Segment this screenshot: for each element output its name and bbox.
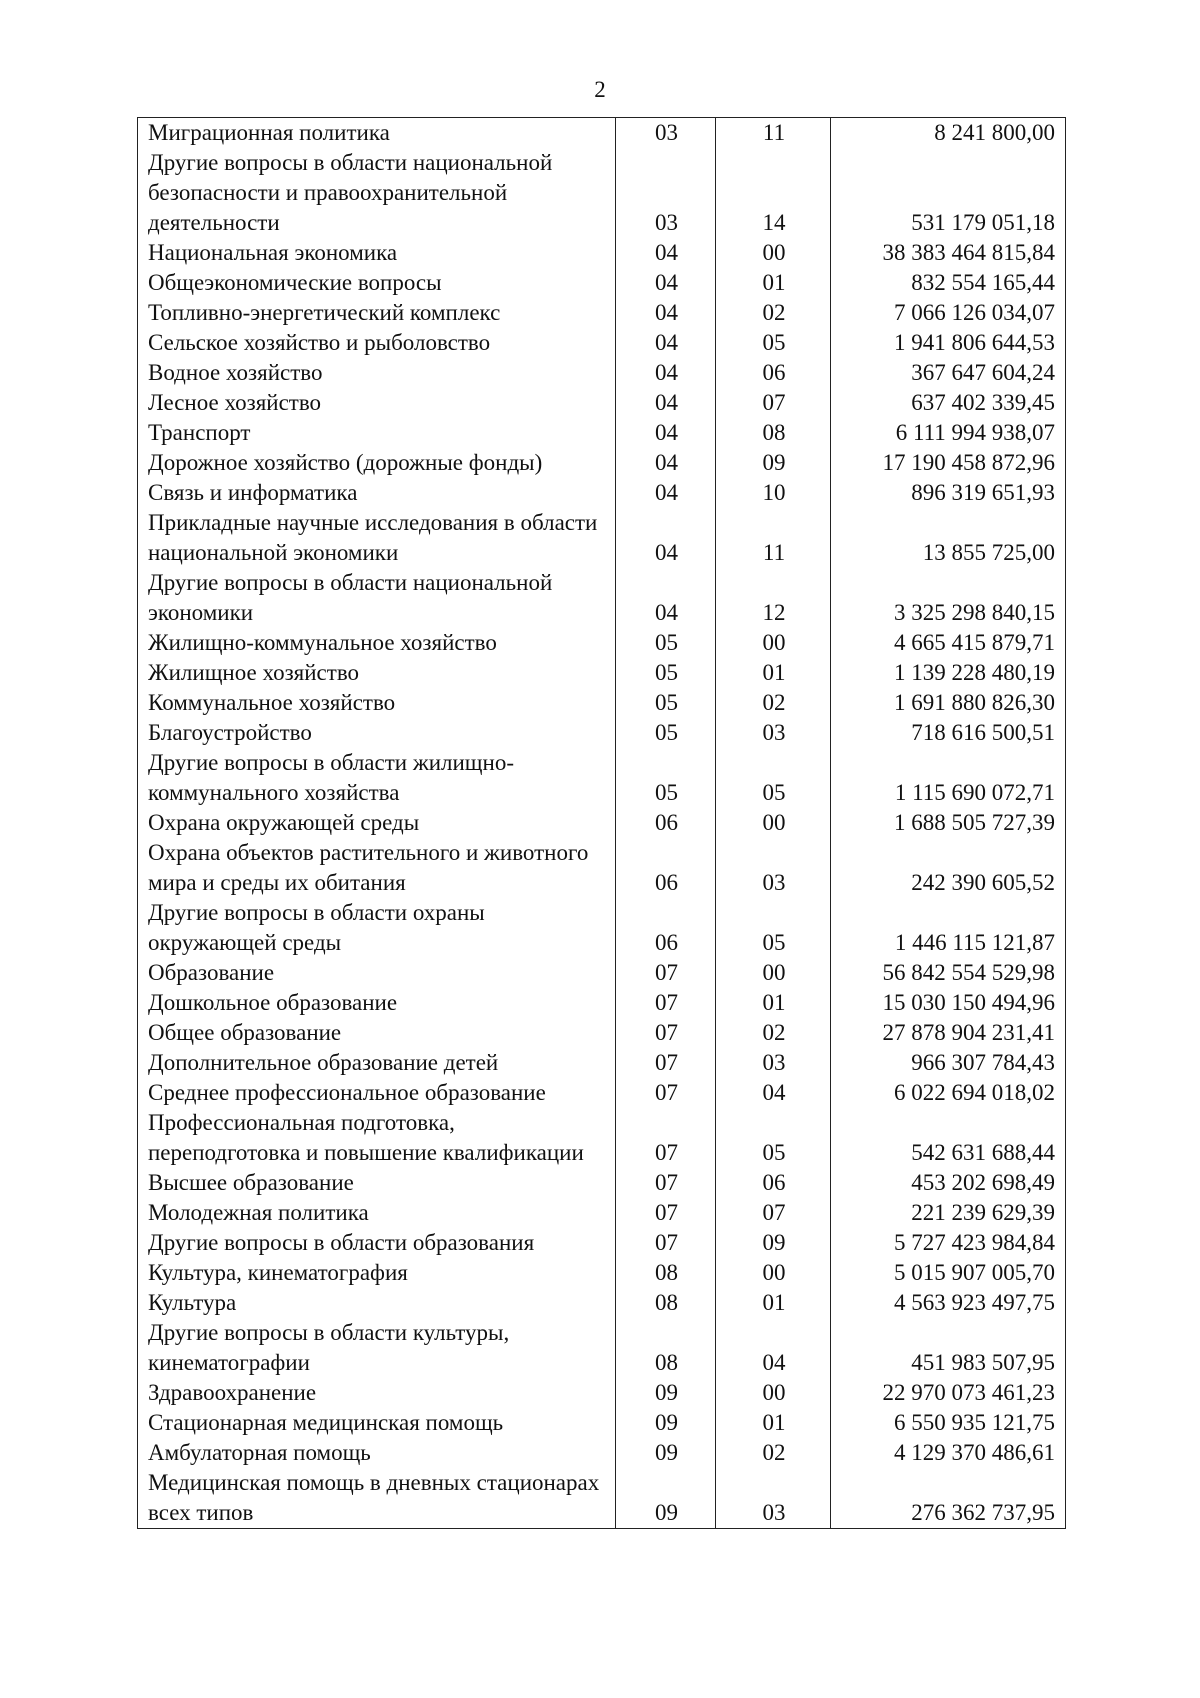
row-amount: 966 307 784,43 (831, 1048, 1066, 1078)
table-row (138, 1168, 1066, 1198)
table-row (138, 688, 1066, 718)
row-subsection-code: 00 (716, 238, 831, 268)
row-amount: 542 631 688,44 (831, 1108, 1066, 1168)
row-name: Медицинская помощь в дневных стационарах всех типов (138, 1468, 616, 1529)
table-row (138, 478, 1066, 508)
row-amount: 8 241 800,00 (831, 118, 1066, 149)
table-row (138, 238, 1066, 268)
row-name: Другие вопросы в области культуры, кинематографии (138, 1318, 616, 1378)
row-subsection-code: 07 (716, 388, 831, 418)
row-name: Дорожное хозяйство (дорожные фонды) (138, 448, 616, 478)
row-subsection-code: 14 (716, 148, 831, 238)
row-subsection-code: 05 (716, 328, 831, 358)
row-amount: 1 688 505 727,39 (831, 808, 1066, 838)
row-name: Национальная экономика (138, 238, 616, 268)
row-section-code: 04 (616, 448, 716, 478)
row-section-code: 04 (616, 238, 716, 268)
row-section-code: 04 (616, 478, 716, 508)
row-name: Образование (138, 958, 616, 988)
row-section-code: 03 (616, 148, 716, 238)
row-subsection-code: 12 (716, 568, 831, 628)
row-amount: 451 983 507,95 (831, 1318, 1066, 1378)
row-section-code: 07 (616, 1228, 716, 1258)
row-name: Другие вопросы в области жилищно-коммунального хозяйства (138, 748, 616, 808)
row-amount: 531 179 051,18 (831, 148, 1066, 238)
row-subsection-code: 07 (716, 1198, 831, 1228)
row-section-code: 05 (616, 688, 716, 718)
row-name: Связь и информатика (138, 478, 616, 508)
row-subsection-code: 03 (716, 718, 831, 748)
row-amount: 3 325 298 840,15 (831, 568, 1066, 628)
row-name: Дополнительное образование детей (138, 1048, 616, 1078)
row-section-code: 09 (616, 1378, 716, 1408)
row-subsection-code: 01 (716, 1288, 831, 1318)
row-amount: 1 115 690 072,71 (831, 748, 1066, 808)
row-subsection-code: 05 (716, 898, 831, 958)
row-subsection-code: 06 (716, 358, 831, 388)
table-row (138, 958, 1066, 988)
row-name: Общее образование (138, 1018, 616, 1048)
row-subsection-code: 02 (716, 1018, 831, 1048)
row-subsection-code: 09 (716, 1228, 831, 1258)
row-subsection-code: 06 (716, 1168, 831, 1198)
row-section-code: 04 (616, 418, 716, 448)
row-amount: 6 550 935 121,75 (831, 1408, 1066, 1438)
row-section-code: 06 (616, 898, 716, 958)
row-amount: 832 554 165,44 (831, 268, 1066, 298)
row-amount: 896 319 651,93 (831, 478, 1066, 508)
table-row (138, 748, 1066, 808)
table-row (138, 1378, 1066, 1408)
row-subsection-code: 03 (716, 1468, 831, 1529)
row-section-code: 04 (616, 298, 716, 328)
row-name: Дошкольное образование (138, 988, 616, 1018)
table-row (138, 808, 1066, 838)
row-name: Жилищно-коммунальное хозяйство (138, 628, 616, 658)
table-row (138, 508, 1066, 568)
row-amount: 6 022 694 018,02 (831, 1078, 1066, 1108)
row-section-code: 06 (616, 808, 716, 838)
row-section-code: 07 (616, 958, 716, 988)
row-amount: 22 970 073 461,23 (831, 1378, 1066, 1408)
row-amount: 4 665 415 879,71 (831, 628, 1066, 658)
row-amount: 5 727 423 984,84 (831, 1228, 1066, 1258)
row-amount: 1 941 806 644,53 (831, 328, 1066, 358)
table-row (138, 358, 1066, 388)
row-name: Прикладные научные исследования в области национальной экономики (138, 508, 616, 568)
row-section-code: 04 (616, 268, 716, 298)
row-amount: 221 239 629,39 (831, 1198, 1066, 1228)
row-name: Другие вопросы в области национальной экономики (138, 568, 616, 628)
row-name: Другие вопросы в области охраны окружающей среды (138, 898, 616, 958)
row-subsection-code: 03 (716, 1048, 831, 1078)
row-amount: 15 030 150 494,96 (831, 988, 1066, 1018)
row-subsection-code: 01 (716, 658, 831, 688)
row-amount: 6 111 994 938,07 (831, 418, 1066, 448)
table-body (138, 118, 1066, 1529)
row-amount: 56 842 554 529,98 (831, 958, 1066, 988)
row-amount: 4 563 923 497,75 (831, 1288, 1066, 1318)
row-section-code: 05 (616, 628, 716, 658)
row-name: Топливно-энергетический комплекс (138, 298, 616, 328)
row-name: Профессиональная подготовка, переподготовка и повышение квалификации (138, 1108, 616, 1168)
row-section-code: 04 (616, 388, 716, 418)
table-row (138, 148, 1066, 238)
table-row (138, 1108, 1066, 1168)
table-row (138, 448, 1066, 478)
table-row (138, 418, 1066, 448)
row-amount: 1 139 228 480,19 (831, 658, 1066, 688)
row-amount: 1 691 880 826,30 (831, 688, 1066, 718)
row-subsection-code: 08 (716, 418, 831, 448)
table-row (138, 388, 1066, 418)
row-amount: 27 878 904 231,41 (831, 1018, 1066, 1048)
row-subsection-code: 00 (716, 958, 831, 988)
table-row (138, 658, 1066, 688)
row-section-code: 08 (616, 1318, 716, 1378)
row-name: Молодежная политика (138, 1198, 616, 1228)
row-name: Стационарная медицинская помощь (138, 1408, 616, 1438)
row-subsection-code: 04 (716, 1318, 831, 1378)
row-amount: 637 402 339,45 (831, 388, 1066, 418)
row-amount: 17 190 458 872,96 (831, 448, 1066, 478)
row-section-code: 05 (616, 748, 716, 808)
row-section-code: 03 (616, 118, 716, 149)
row-amount: 1 446 115 121,87 (831, 898, 1066, 958)
row-section-code: 09 (616, 1468, 716, 1529)
row-amount: 242 390 605,52 (831, 838, 1066, 898)
row-name: Другие вопросы в области образования (138, 1228, 616, 1258)
table-row (138, 628, 1066, 658)
row-subsection-code: 05 (716, 1108, 831, 1168)
row-section-code: 04 (616, 358, 716, 388)
table-row (138, 1408, 1066, 1438)
row-name: Водное хозяйство (138, 358, 616, 388)
row-section-code: 07 (616, 1048, 716, 1078)
row-name: Транспорт (138, 418, 616, 448)
table-row (138, 268, 1066, 298)
table-row (138, 1438, 1066, 1468)
row-name: Сельское хозяйство и рыболовство (138, 328, 616, 358)
row-section-code: 05 (616, 658, 716, 688)
row-subsection-code: 00 (716, 808, 831, 838)
table-row (138, 1468, 1066, 1529)
row-subsection-code: 09 (716, 448, 831, 478)
page-number: 2 (594, 77, 606, 102)
row-amount: 453 202 698,49 (831, 1168, 1066, 1198)
row-section-code: 07 (616, 1018, 716, 1048)
table-row (138, 1048, 1066, 1078)
row-subsection-code: 03 (716, 838, 831, 898)
row-amount: 13 855 725,00 (831, 508, 1066, 568)
row-section-code: 08 (616, 1258, 716, 1288)
row-name: Лесное хозяйство (138, 388, 616, 418)
row-subsection-code: 01 (716, 268, 831, 298)
row-section-code: 09 (616, 1408, 716, 1438)
row-name: Культура, кинематография (138, 1258, 616, 1288)
row-subsection-code: 02 (716, 688, 831, 718)
row-section-code: 07 (616, 1078, 716, 1108)
table-row (138, 1318, 1066, 1378)
table-row (138, 1198, 1066, 1228)
row-name: Высшее образование (138, 1168, 616, 1198)
row-subsection-code: 02 (716, 1438, 831, 1468)
row-subsection-code: 00 (716, 1378, 831, 1408)
row-section-code: 07 (616, 988, 716, 1018)
table-row (138, 1288, 1066, 1318)
row-subsection-code: 02 (716, 298, 831, 328)
row-section-code: 04 (616, 508, 716, 568)
table-row (138, 118, 1066, 149)
row-name: Коммунальное хозяйство (138, 688, 616, 718)
table-row (138, 718, 1066, 748)
row-name: Амбулаторная помощь (138, 1438, 616, 1468)
row-name: Другие вопросы в области национальной безопасности и правоохранительной деятельности (138, 148, 616, 238)
row-subsection-code: 00 (716, 628, 831, 658)
row-section-code: 07 (616, 1198, 716, 1228)
row-section-code: 08 (616, 1288, 716, 1318)
table-row (138, 898, 1066, 958)
row-amount: 367 647 604,24 (831, 358, 1066, 388)
row-name: Культура (138, 1288, 616, 1318)
row-section-code: 04 (616, 328, 716, 358)
table-row (138, 298, 1066, 328)
row-amount: 7 066 126 034,07 (831, 298, 1066, 328)
row-name: Жилищное хозяйство (138, 658, 616, 688)
row-name: Среднее профессиональное образование (138, 1078, 616, 1108)
row-section-code: 04 (616, 568, 716, 628)
table-row (138, 838, 1066, 898)
row-subsection-code: 04 (716, 1078, 831, 1108)
table-row (138, 1258, 1066, 1288)
row-subsection-code: 05 (716, 748, 831, 808)
row-amount: 718 616 500,51 (831, 718, 1066, 748)
row-subsection-code: 00 (716, 1258, 831, 1288)
table-row (138, 988, 1066, 1018)
table-row (138, 568, 1066, 628)
row-amount: 4 129 370 486,61 (831, 1438, 1066, 1468)
table-row (138, 328, 1066, 358)
row-amount: 276 362 737,95 (831, 1468, 1066, 1529)
row-subsection-code: 10 (716, 478, 831, 508)
row-name: Охрана окружающей среды (138, 808, 616, 838)
row-section-code: 09 (616, 1438, 716, 1468)
row-amount: 38 383 464 815,84 (831, 238, 1066, 268)
row-name: Общеэкономические вопросы (138, 268, 616, 298)
table-row (138, 1078, 1066, 1108)
row-subsection-code: 11 (716, 508, 831, 568)
table-row (138, 1228, 1066, 1258)
row-subsection-code: 01 (716, 1408, 831, 1438)
row-section-code: 05 (616, 718, 716, 748)
table-row (138, 1018, 1066, 1048)
row-subsection-code: 01 (716, 988, 831, 1018)
row-subsection-code: 11 (716, 118, 831, 149)
budget-table (137, 117, 1066, 1529)
row-name: Охрана объектов растительного и животного мира и среды их обитания (138, 838, 616, 898)
row-name: Миграционная политика (138, 118, 616, 149)
row-name: Здравоохранение (138, 1378, 616, 1408)
row-section-code: 07 (616, 1168, 716, 1198)
row-name: Благоустройство (138, 718, 616, 748)
row-amount: 5 015 907 005,70 (831, 1258, 1066, 1288)
row-section-code: 06 (616, 838, 716, 898)
row-section-code: 07 (616, 1108, 716, 1168)
